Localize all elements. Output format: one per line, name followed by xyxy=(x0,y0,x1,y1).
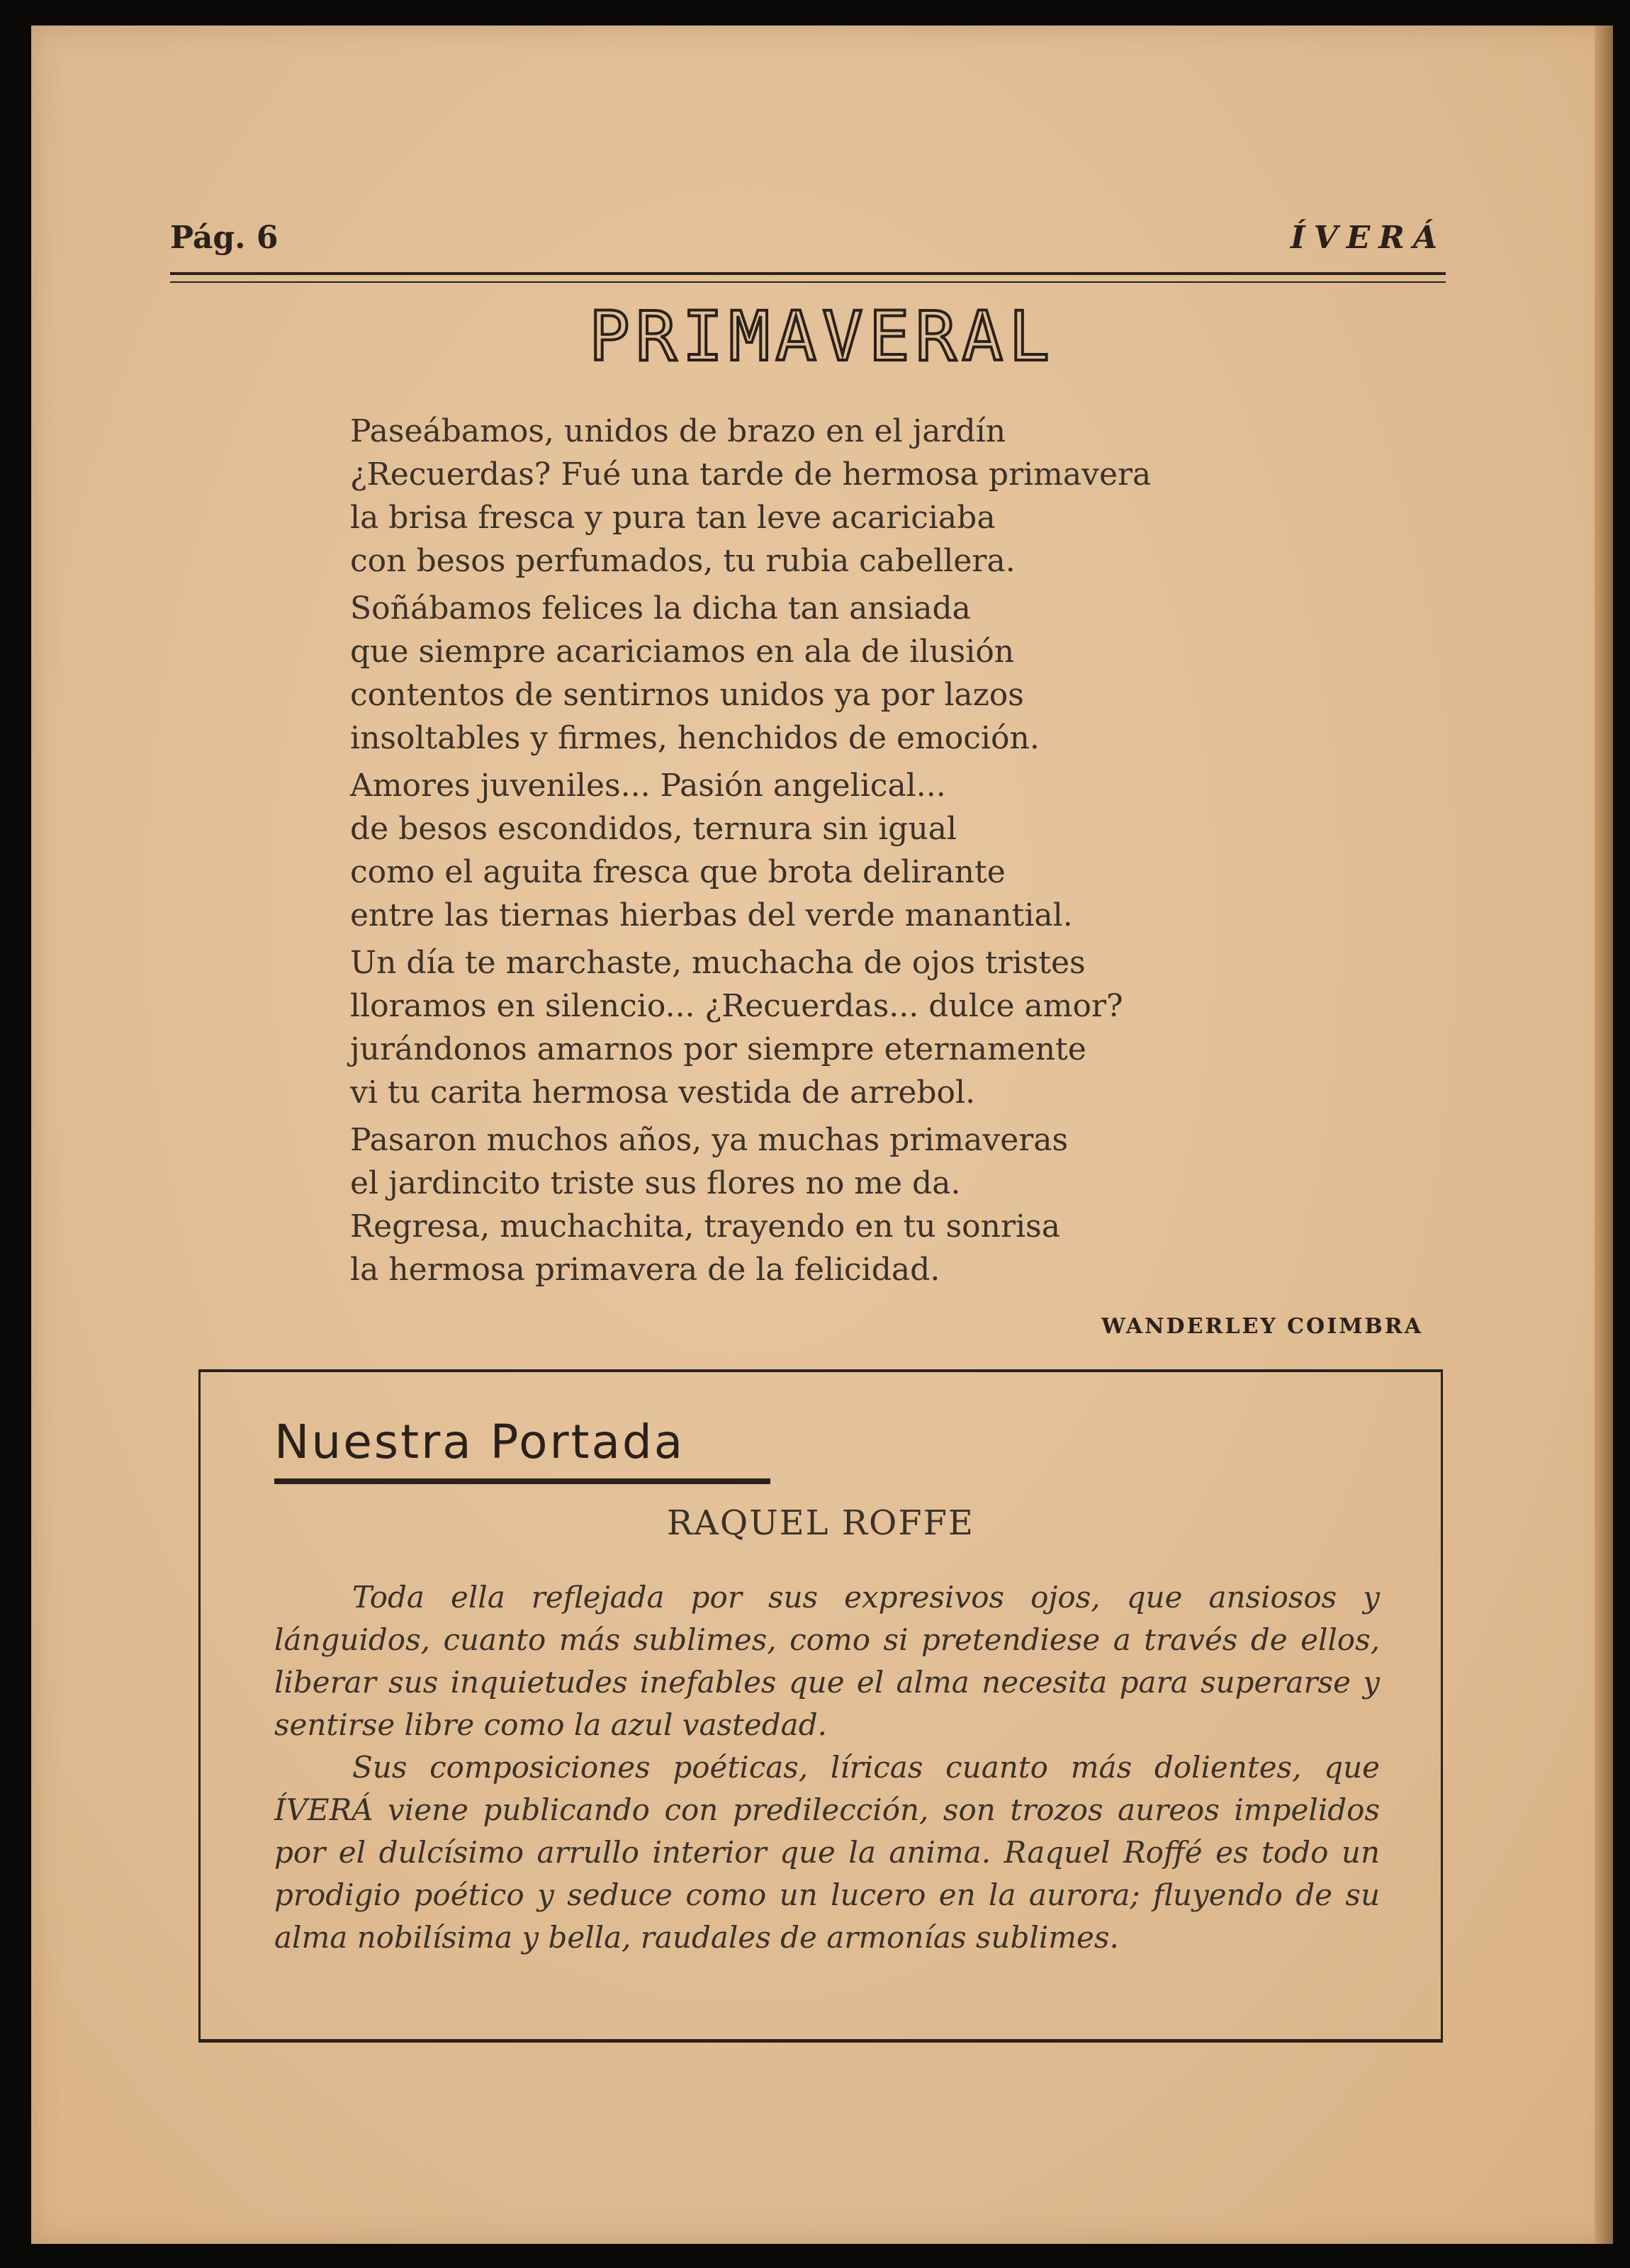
portada-paragraph: Sus composiciones poéticas, líricas cuanto más dolientes, que ÍVERÁ viene publicando con predilección, son trozos aureos impelidos por el dulcísimo arrullo interior que la anima. Raquel Roffé es todo un prodigio poético y seduce como un lucero en la aurora; fluyendo de su alma nobilísima y bella, raudales de armonías sublimes. xyxy=(274,1750,1380,1955)
portada-paragraph: Toda ella reflejada por sus expresivos ojos, que ansiosos y lánguidos, cuanto más sublimes, como si pretendiese a través de ellos, liberar sus inquietudes inefables que el alma necesita para superarse y sentirse libre como la azul vastedad. xyxy=(274,1580,1380,1742)
verse-line: que siempre acariciamos en ala de ilusión xyxy=(350,634,1015,670)
page-header xyxy=(170,220,1446,269)
portada-body xyxy=(274,1576,1380,1959)
header-rule xyxy=(170,272,1446,283)
verse-line: jurándonos amarnos por siempre eternamente xyxy=(350,1031,1086,1067)
verse-line: con besos perfumados, tu rubia cabellera. xyxy=(350,543,1016,579)
verse-line: ¿Recuerdas? Fué una tarde de hermosa primavera xyxy=(350,456,1152,493)
verse-line: de besos escondidos, ternura sin igual xyxy=(350,811,957,847)
verse-line: la brisa fresca y pura tan leve acariciaba xyxy=(350,500,996,536)
verse-line: como el aguita fresca que brota delirante xyxy=(350,854,1006,890)
verse-line: entre las tiernas hierbas del verde manantial. xyxy=(350,897,1073,933)
stanza xyxy=(350,1118,1342,1291)
magazine-name: ÍVERÁ xyxy=(1291,220,1446,256)
verse-line: Un día te marchaste, muchacha de ojos tristes xyxy=(350,945,1086,981)
verse-line: Soñábamos felices la dicha tan ansiada xyxy=(350,590,971,627)
verse-line: el jardincito triste sus flores no me da. xyxy=(350,1165,961,1201)
page-number: Pág. 6 xyxy=(170,220,279,256)
portada-subtitle: RAQUEL ROFFE xyxy=(667,1503,974,1543)
poem-author: WANDERLEY COIMBRA xyxy=(1101,1314,1423,1339)
stanza xyxy=(350,587,1342,760)
verse-line: Pasaron muchos años, ya muchas primaveras xyxy=(350,1122,1069,1158)
stanza xyxy=(350,764,1342,937)
poem-body xyxy=(350,410,1342,1296)
portada-title-underline xyxy=(274,1478,770,1484)
page-edge xyxy=(1595,26,1613,2244)
portada-box xyxy=(198,1369,1443,2043)
portada-title: Nuestra Portada xyxy=(274,1415,685,1469)
poem-title: PRIMAVERAL xyxy=(589,297,1055,376)
verse-line: vi tu carita hermosa vestida de arrebol. xyxy=(350,1074,976,1111)
verse-line: insoltables y firmes, henchidos de emoción. xyxy=(350,720,1040,756)
verse-line: Regresa, muchachita, trayendo en tu sonrisa xyxy=(350,1208,1060,1245)
verse-line: Paseábamos, unidos de brazo en el jardín xyxy=(350,413,1006,449)
verse-line: Amores juveniles... Pasión angelical... xyxy=(350,768,946,804)
stanza xyxy=(350,941,1342,1114)
verse-line: lloramos en silencio... ¿Recuerdas... dulce amor? xyxy=(350,988,1123,1024)
verse-line: contentos de sentirnos unidos ya por lazos xyxy=(350,677,1024,713)
verse-line: la hermosa primavera de la felicidad. xyxy=(350,1252,940,1288)
stanza xyxy=(350,410,1342,583)
